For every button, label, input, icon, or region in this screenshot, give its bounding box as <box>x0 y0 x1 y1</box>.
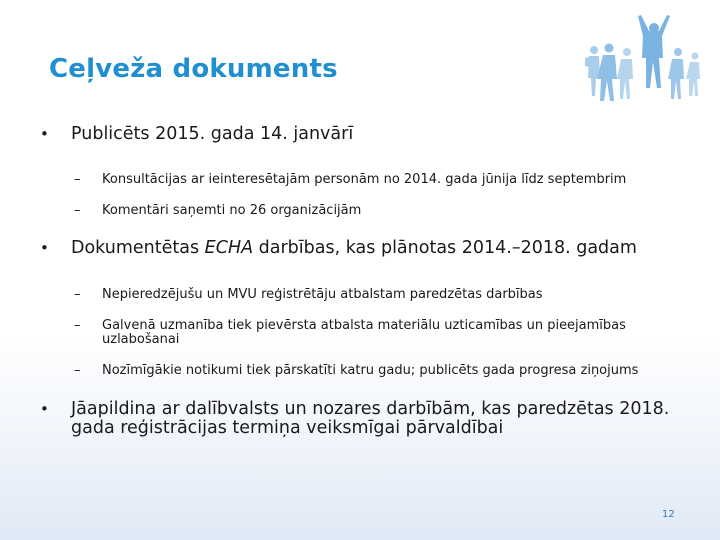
dash-icon: – <box>74 363 81 378</box>
sub-bullet-text: Komentāri saņemti no 26 organizācijām <box>102 203 362 218</box>
dash-icon: – <box>74 172 81 187</box>
runners-icon <box>585 12 703 110</box>
bullet-item <box>40 400 690 438</box>
bullet-list <box>40 125 690 438</box>
bullet-icon: • <box>40 239 49 257</box>
sub-bullet-item <box>40 173 690 187</box>
bullet-item <box>40 125 690 144</box>
sub-bullet-text: Nepieredzējušu un MVU reģistrētāju atbalstam paredzētas darbības <box>102 287 543 302</box>
sub-bullet-item <box>40 364 690 378</box>
sub-bullet-text: Galvenā uzmanība tiek pievērsta atbalsta materiālu uzticamības un pieejamības uzlabošanai <box>102 318 626 347</box>
sub-bullet-text: Nozīmīgākie notikumi tiek pārskatīti katru gadu; publicēts gada progresa ziņojums <box>102 363 639 378</box>
sub-bullet-item <box>40 204 690 218</box>
page-number: 12 <box>662 509 675 520</box>
bullet-text-part: Dokumentētas <box>71 238 205 258</box>
bullet-item <box>40 239 690 258</box>
bullet-icon: • <box>40 400 49 418</box>
sub-bullet-item <box>40 319 690 347</box>
dash-icon: – <box>74 318 81 333</box>
bullet-text: Publicēts 2015. gada 14. janvārī <box>71 124 354 144</box>
sub-bullet-text: Konsultācijas ar ieinteresētajām personām no 2014. gada jūnija līdz septembrim <box>102 172 627 187</box>
bullet-text: Jāapildina ar dalībvalsts un nozares darbībām, kas paredzētas 2018. gada reģistrācijas termiņa veiksmīgai pārvaldībai <box>71 399 670 438</box>
sub-bullet-item <box>40 288 690 302</box>
dash-icon: – <box>74 287 81 302</box>
bullet-text-part: darbības, kas plānotas 2014.–2018. gadam <box>253 238 637 258</box>
dash-icon: – <box>74 203 81 218</box>
bullet-text-italic: ECHA <box>204 238 254 258</box>
bullet-icon: • <box>40 125 49 143</box>
slide-title: Ceļveža dokuments <box>49 54 338 84</box>
